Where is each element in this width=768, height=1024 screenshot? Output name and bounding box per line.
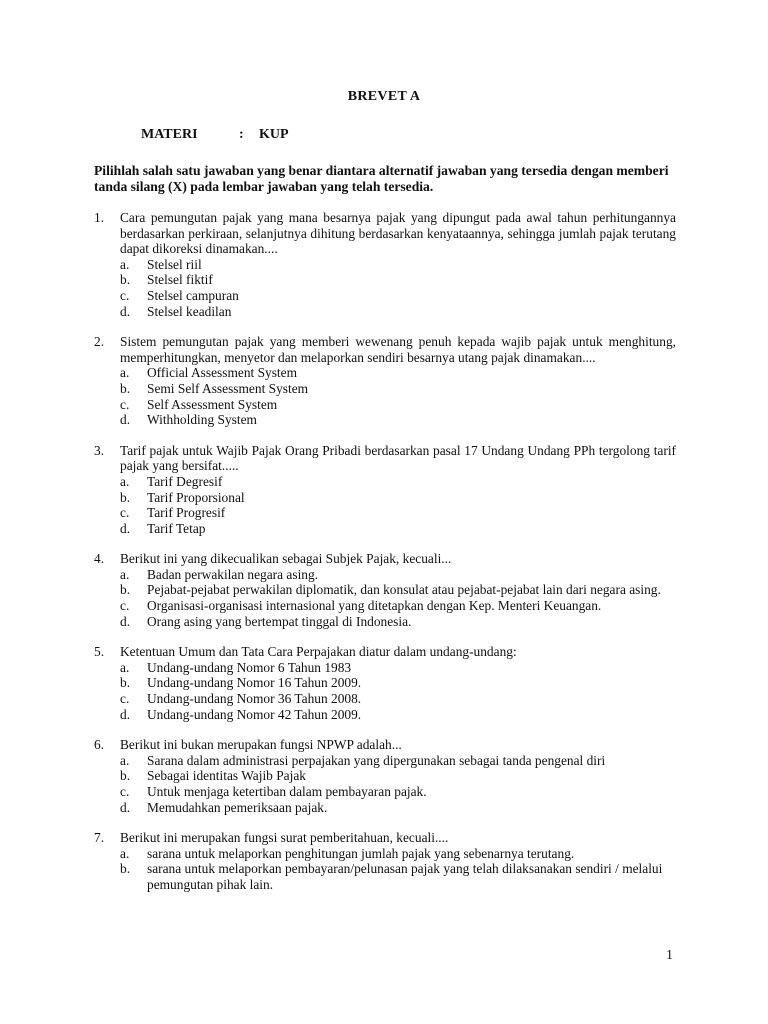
option-letter: c. — [120, 691, 130, 707]
materi-colon: : — [239, 127, 244, 142]
option-text: Tarif Progresif — [147, 505, 226, 521]
question-item — [94, 830, 676, 892]
question-head — [94, 210, 676, 257]
option-text: Undang-undang Nomor 6 Tahun 1983 — [147, 659, 352, 675]
option-letter: c. — [120, 784, 130, 799]
answer-option — [94, 861, 676, 892]
materi-value: KUP — [259, 127, 289, 142]
question-number: 5. — [94, 644, 105, 660]
option-letter: a. — [120, 752, 130, 768]
option-letter: c. — [120, 505, 130, 521]
option-text: Withholding System — [147, 412, 257, 428]
option-text: Stelsel campuran — [147, 287, 239, 303]
option-text: Undang-undang Nomor 36 Tahun 2008. — [147, 691, 362, 707]
answer-option — [94, 582, 676, 598]
answer-option — [94, 753, 676, 769]
answer-option — [94, 846, 676, 862]
question-head — [94, 644, 676, 660]
option-text: Tarif Degresif — [147, 473, 223, 489]
option-letter: b. — [120, 489, 131, 505]
option-text: Undang-undang Nomor 42 Tahun 2009. — [147, 706, 362, 722]
answer-option — [94, 272, 676, 288]
materi-line — [141, 127, 289, 143]
answer-option — [94, 768, 676, 784]
answer-option — [94, 505, 676, 521]
answer-option — [94, 675, 676, 691]
answer-option — [94, 784, 676, 800]
answer-option — [94, 412, 676, 428]
question-text: Ketentuan Umum dan Tata Cara Perpajakan diatur dalam undang-undang: — [120, 644, 517, 660]
option-text: Semi Self Assessment System — [147, 380, 309, 396]
option-letter: b. — [120, 675, 131, 691]
option-text: Memudahkan pemeriksaan pajak. — [147, 799, 328, 815]
option-text: Stelsel riil — [147, 256, 202, 272]
option-letter: a. — [120, 473, 130, 489]
option-letter: d. — [120, 613, 131, 629]
answer-option — [94, 660, 676, 676]
question-number: 1. — [94, 210, 105, 225]
answer-option — [94, 521, 676, 537]
option-letter: c. — [120, 598, 130, 614]
option-text: Stelsel keadilan — [147, 303, 232, 319]
question-number: 4. — [94, 551, 105, 567]
option-text: sarana untuk melaporkan pembayaran/pelunasan pajak yang telah dilaksanakan sendiri / melalui pemungutan pihak lain. — [147, 861, 663, 892]
answer-option — [94, 490, 676, 506]
question-head — [94, 443, 676, 474]
option-text: Self Assessment System — [147, 396, 278, 412]
option-text: Badan perwakilan negara asing. — [147, 566, 319, 582]
question-number: 2. — [94, 334, 105, 350]
document-title: BREVET A — [347, 89, 421, 104]
answer-option — [94, 474, 676, 490]
option-text: Undang-undang Nomor 16 Tahun 2009. — [147, 675, 362, 691]
option-text: sarana untuk melaporkan penghitungan jumlah pajak yang sebenarnya terutang. — [147, 845, 575, 861]
question-item — [94, 210, 676, 319]
question-list — [94, 210, 676, 908]
option-letter: b. — [120, 272, 131, 288]
question-number: 6. — [94, 737, 105, 753]
option-letter: a. — [120, 566, 130, 582]
option-letter: c. — [120, 287, 130, 303]
question-item — [94, 334, 676, 428]
option-text: Untuk menjaga ketertiban dalam pembayaran pajak. — [147, 784, 427, 799]
question-item — [94, 443, 676, 537]
option-text: Tarif Tetap — [147, 520, 206, 536]
question-head — [94, 551, 676, 567]
question-item — [94, 644, 676, 722]
answer-option — [94, 567, 676, 583]
question-text: Cara pemungutan pajak yang mana besarnya pajak yang dipungut pada awal tahun perhitungannya berdasarkan perkiraan, selanjutnya dihitung berdasarkan kenyataannya, sehingga jumlah pajak terutang dapat dikoreksi dinamakan.... — [120, 210, 676, 257]
option-letter: a. — [120, 365, 130, 381]
answer-option — [94, 288, 676, 304]
question-number: 3. — [94, 442, 105, 458]
option-letter: b. — [120, 861, 131, 877]
question-text: Berikut ini yang dikecualikan sebagai Subjek Pajak, kecuali... — [120, 551, 452, 567]
question-number: 7. — [94, 830, 105, 846]
instruction-text: Pilihlah salah satu jawaban yang benar diantara alternatif jawaban yang tersedia dengan memberi tanda silang (X) pada lembar jawaban yang telah tersedia. — [94, 163, 669, 194]
option-letter: a. — [120, 256, 130, 272]
option-letter: d. — [120, 303, 131, 319]
option-text: Official Assessment System — [147, 365, 298, 381]
question-head — [94, 830, 676, 846]
answer-option — [94, 800, 676, 816]
option-letter: a. — [120, 659, 130, 675]
answer-option — [94, 381, 676, 397]
option-letter: d. — [120, 520, 131, 536]
option-letter: d. — [120, 706, 131, 722]
question-text: Tarif pajak untuk Wajib Pajak Orang Pribadi berdasarkan pasal 17 Undang Undang PPh tergolong tarif pajak yang bersifat..... — [120, 442, 676, 474]
option-text: Stelsel fiktif — [147, 272, 213, 288]
option-letter: c. — [120, 396, 130, 412]
question-text: Berikut ini bukan merupakan fungsi NPWP adalah... — [120, 737, 402, 753]
answer-option — [94, 304, 676, 320]
question-item — [94, 737, 676, 815]
question-text: Sistem pemungutan pajak yang memberi wewenang penuh kepada wajib pajak untuk menghitung, memperhitungkan, menyetor dan melaporkan sendiri besarnya utang pajak dinamakan.... — [120, 334, 676, 365]
option-letter: b. — [120, 582, 131, 598]
option-text: Sebagai identitas Wajib Pajak — [147, 768, 306, 784]
option-letter: d. — [120, 412, 131, 428]
answer-option — [94, 365, 676, 381]
option-text: Pejabat-pejabat perwakilan diplomatik, dan konsulat atau pejabat-pejabat lain dari negara asing. — [147, 582, 661, 598]
option-text: Tarif Proporsional — [147, 489, 245, 505]
materi-label: MATERI — [141, 127, 198, 142]
option-letter: a. — [120, 845, 130, 861]
question-item — [94, 551, 676, 629]
option-text: Organisasi-organisasi internasional yang ditetapkan dengan Kep. Menteri Keuangan. — [147, 598, 602, 614]
option-letter: b. — [120, 380, 131, 396]
page-number: 1 — [666, 948, 673, 963]
answer-option — [94, 691, 676, 707]
option-text: Sarana dalam administrasi perpajakan yang dipergunakan sebagai tanda pengenal diri — [147, 752, 606, 768]
option-letter: b. — [120, 768, 131, 784]
answer-option — [94, 614, 676, 630]
question-text: Berikut ini merupakan fungsi surat pemberitahuan, kecuali.... — [120, 830, 449, 846]
answer-option — [94, 257, 676, 273]
answer-option — [94, 598, 676, 614]
answer-option — [94, 397, 676, 413]
option-text: Orang asing yang bertempat tinggal di Indonesia. — [147, 613, 412, 629]
option-letter: d. — [120, 799, 131, 815]
question-head — [94, 334, 676, 365]
question-head — [94, 737, 676, 753]
answer-option — [94, 707, 676, 723]
